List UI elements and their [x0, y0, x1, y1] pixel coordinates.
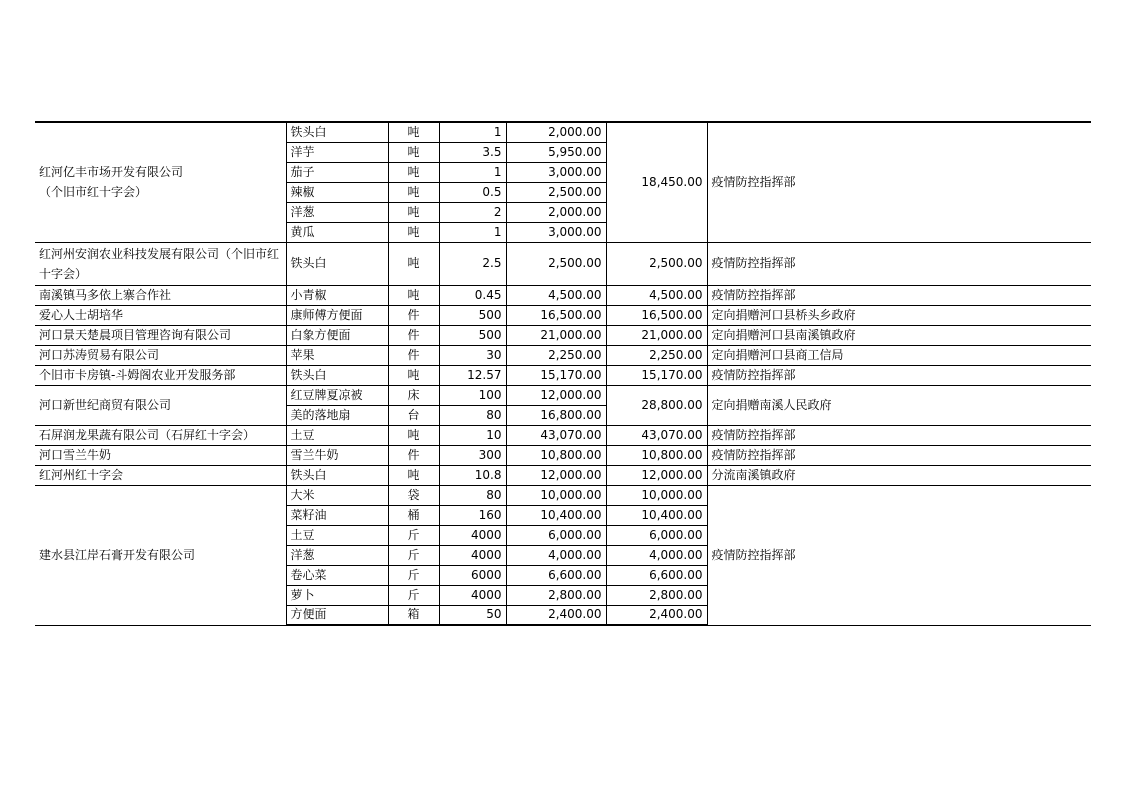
item-total: 2,400.00 — [606, 605, 707, 625]
item-amount: 10,800.00 — [506, 445, 606, 465]
item-qty: 2.5 — [439, 242, 506, 285]
item-total: 2,800.00 — [606, 585, 707, 605]
item-unit: 吨 — [388, 365, 439, 385]
table-row — [35, 325, 1091, 345]
item-qty: 3.5 — [439, 142, 506, 162]
item-unit: 吨 — [388, 285, 439, 305]
donor-cell: 南溪镇马多依上寨合作社 — [35, 285, 286, 305]
item-name: 方便面 — [286, 605, 388, 625]
item-name: 卷心菜 — [286, 565, 388, 585]
item-unit: 吨 — [388, 162, 439, 182]
donor-cell: 建水县江岸石膏开发有限公司 — [35, 485, 286, 625]
item-amount: 21,000.00 — [506, 325, 606, 345]
item-qty: 80 — [439, 485, 506, 505]
destination: 定向捐赠河口县桥头乡政府 — [707, 305, 1091, 325]
item-name: 美的落地扇 — [286, 405, 388, 425]
table-row — [35, 425, 1091, 445]
item-amount: 10,400.00 — [506, 505, 606, 525]
item-qty: 0.45 — [439, 285, 506, 305]
item-name: 白象方便面 — [286, 325, 388, 345]
destination: 疫情防控指挥部 — [707, 365, 1091, 385]
item-name: 洋葱 — [286, 545, 388, 565]
destination: 疫情防控指挥部 — [707, 485, 1091, 625]
item-amount: 4,000.00 — [506, 545, 606, 565]
item-amount: 2,250.00 — [506, 345, 606, 365]
item-amount: 12,000.00 — [506, 465, 606, 485]
item-unit: 斤 — [388, 525, 439, 545]
group-total: 2,500.00 — [606, 242, 707, 285]
item-amount: 3,000.00 — [506, 162, 606, 182]
group-total: 15,170.00 — [606, 365, 707, 385]
item-unit: 斤 — [388, 565, 439, 585]
item-amount: 43,070.00 — [506, 425, 606, 445]
table-row — [35, 242, 1091, 285]
donor-cell: 红河亿丰市场开发有限公司 （个旧市红十字会） — [35, 122, 286, 242]
table-row — [35, 345, 1091, 365]
item-amount: 3,000.00 — [506, 222, 606, 242]
item-amount: 12,000.00 — [506, 385, 606, 405]
item-qty: 4000 — [439, 585, 506, 605]
table-row — [35, 385, 1091, 405]
donor-cell: 红河州红十字会 — [35, 465, 286, 485]
item-name: 铁头白 — [286, 242, 388, 285]
table-row — [35, 445, 1091, 465]
item-name: 茄子 — [286, 162, 388, 182]
item-qty: 12.57 — [439, 365, 506, 385]
item-amount: 4,500.00 — [506, 285, 606, 305]
item-qty: 1 — [439, 122, 506, 142]
item-unit: 件 — [388, 305, 439, 325]
item-unit: 台 — [388, 405, 439, 425]
item-name: 洋芋 — [286, 142, 388, 162]
item-unit: 吨 — [388, 242, 439, 285]
item-qty: 4000 — [439, 525, 506, 545]
item-name: 洋葱 — [286, 202, 388, 222]
item-amount: 6,600.00 — [506, 565, 606, 585]
destination: 疫情防控指挥部 — [707, 285, 1091, 305]
item-name: 苹果 — [286, 345, 388, 365]
item-name: 土豆 — [286, 525, 388, 545]
table-row — [35, 305, 1091, 325]
item-unit: 吨 — [388, 425, 439, 445]
item-qty: 160 — [439, 505, 506, 525]
item-unit: 斤 — [388, 545, 439, 565]
item-name: 黄瓜 — [286, 222, 388, 242]
group-total: 28,800.00 — [606, 385, 707, 425]
item-name: 辣椒 — [286, 182, 388, 202]
item-qty: 2 — [439, 202, 506, 222]
destination: 疫情防控指挥部 — [707, 425, 1091, 445]
donor-cell: 河口雪兰牛奶 — [35, 445, 286, 465]
item-amount: 2,500.00 — [506, 182, 606, 202]
item-name: 大米 — [286, 485, 388, 505]
item-qty: 10 — [439, 425, 506, 445]
item-qty: 500 — [439, 305, 506, 325]
item-unit: 件 — [388, 325, 439, 345]
item-qty: 0.5 — [439, 182, 506, 202]
item-qty: 1 — [439, 222, 506, 242]
item-qty: 10.8 — [439, 465, 506, 485]
item-name: 小青椒 — [286, 285, 388, 305]
item-unit: 吨 — [388, 142, 439, 162]
item-total: 6,000.00 — [606, 525, 707, 545]
destination: 定向捐赠河口县南溪镇政府 — [707, 325, 1091, 345]
item-total: 10,000.00 — [606, 485, 707, 505]
donation-table — [35, 121, 1091, 626]
destination: 分流南溪镇政府 — [707, 465, 1091, 485]
group-total: 4,500.00 — [606, 285, 707, 305]
item-total: 10,400.00 — [606, 505, 707, 525]
group-total: 10,800.00 — [606, 445, 707, 465]
destination: 疫情防控指挥部 — [707, 445, 1091, 465]
item-unit: 吨 — [388, 122, 439, 142]
item-name: 铁头白 — [286, 365, 388, 385]
item-name: 雪兰牛奶 — [286, 445, 388, 465]
item-unit: 吨 — [388, 222, 439, 242]
item-unit: 桶 — [388, 505, 439, 525]
donor-cell: 个旧市卡房镇-斗姆阁农业开发服务部 — [35, 365, 286, 385]
item-unit: 斤 — [388, 585, 439, 605]
item-unit: 吨 — [388, 202, 439, 222]
item-amount: 6,000.00 — [506, 525, 606, 545]
item-unit: 吨 — [388, 182, 439, 202]
item-unit: 吨 — [388, 465, 439, 485]
item-name: 萝卜 — [286, 585, 388, 605]
group-total: 18,450.00 — [606, 122, 707, 242]
item-unit: 床 — [388, 385, 439, 405]
item-unit: 件 — [388, 345, 439, 365]
item-amount: 2,500.00 — [506, 242, 606, 285]
item-total: 4,000.00 — [606, 545, 707, 565]
item-qty: 1 — [439, 162, 506, 182]
item-amount: 16,500.00 — [506, 305, 606, 325]
item-qty: 80 — [439, 405, 506, 425]
item-amount: 16,800.00 — [506, 405, 606, 425]
item-qty: 50 — [439, 605, 506, 625]
item-unit: 箱 — [388, 605, 439, 625]
item-amount: 15,170.00 — [506, 365, 606, 385]
donor-cell: 河口苏涛贸易有限公司 — [35, 345, 286, 365]
item-unit: 袋 — [388, 485, 439, 505]
item-amount: 2,800.00 — [506, 585, 606, 605]
table-row — [35, 485, 1091, 505]
destination: 定向捐赠河口县商工信局 — [707, 345, 1091, 365]
item-name: 菜籽油 — [286, 505, 388, 525]
donor-cell: 河口新世纪商贸有限公司 — [35, 385, 286, 425]
item-unit: 件 — [388, 445, 439, 465]
item-amount: 2,000.00 — [506, 202, 606, 222]
item-name: 铁头白 — [286, 465, 388, 485]
destination: 疫情防控指挥部 — [707, 242, 1091, 285]
item-qty: 500 — [439, 325, 506, 345]
item-name: 康师傅方便面 — [286, 305, 388, 325]
table-row — [35, 465, 1091, 485]
destination: 定向捐赠南溪人民政府 — [707, 385, 1091, 425]
item-name: 土豆 — [286, 425, 388, 445]
group-total: 12,000.00 — [606, 465, 707, 485]
item-amount: 5,950.00 — [506, 142, 606, 162]
item-name: 红豆牌夏凉被 — [286, 385, 388, 405]
item-qty: 100 — [439, 385, 506, 405]
item-qty: 30 — [439, 345, 506, 365]
item-amount: 10,000.00 — [506, 485, 606, 505]
table-row — [35, 365, 1091, 385]
item-qty: 6000 — [439, 565, 506, 585]
group-total: 43,070.00 — [606, 425, 707, 445]
item-amount: 2,400.00 — [506, 605, 606, 625]
donation-sheet — [35, 121, 1091, 626]
item-qty: 4000 — [439, 545, 506, 565]
donor-cell: 河口景天楚晨项目管理咨询有限公司 — [35, 325, 286, 345]
item-amount: 2,000.00 — [506, 122, 606, 142]
donor-cell: 石屏润龙果蔬有限公司（石屏红十字会） — [35, 425, 286, 445]
item-qty: 300 — [439, 445, 506, 465]
donor-cell: 红河州安润农业科技发展有限公司（个旧市红十字会） — [35, 242, 286, 285]
item-name: 铁头白 — [286, 122, 388, 142]
donor-cell: 爱心人士胡培华 — [35, 305, 286, 325]
group-total: 21,000.00 — [606, 325, 707, 345]
item-total: 6,600.00 — [606, 565, 707, 585]
group-total: 16,500.00 — [606, 305, 707, 325]
table-row — [35, 285, 1091, 305]
destination: 疫情防控指挥部 — [707, 122, 1091, 242]
table-row — [35, 122, 1091, 142]
group-total: 2,250.00 — [606, 345, 707, 365]
